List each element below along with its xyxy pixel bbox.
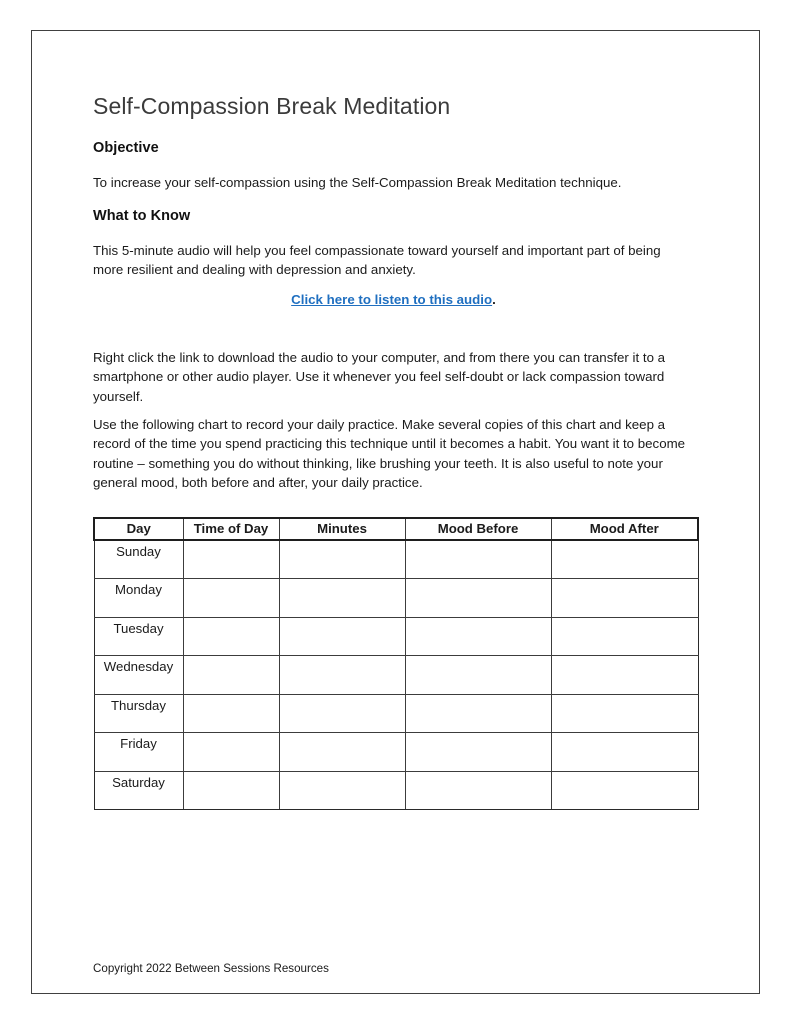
cell-minutes[interactable] [279, 656, 405, 695]
cell-mood-before[interactable] [405, 694, 551, 733]
cell-minutes[interactable] [279, 771, 405, 810]
cell-mood-after[interactable] [551, 694, 698, 733]
audio-link[interactable]: Click here to listen to this audio [291, 292, 493, 307]
paragraph-download-instructions: Right click the link to download the audio to your computer, and from there you can transfer it to a smartphone or other audio player. Use it whenever you feel self-doubt or lack compassion toward yourself. [93, 350, 666, 404]
cell-time-of-day[interactable] [183, 694, 279, 733]
heading-objective: Objective [93, 140, 159, 156]
cell-minutes[interactable] [279, 617, 405, 656]
cell-time-of-day[interactable] [183, 579, 279, 618]
cell-minutes[interactable] [279, 540, 405, 579]
table-row [94, 733, 698, 772]
page-title: Self-Compassion Break Meditation [93, 93, 451, 119]
table-body [94, 540, 698, 810]
audio-link-line [93, 290, 694, 309]
copyright-footer: Copyright 2022 Between Sessions Resources [93, 962, 329, 975]
cell-mood-after[interactable] [551, 733, 698, 772]
table-row [94, 617, 698, 656]
heading-what-to-know: What to Know [93, 208, 191, 224]
paragraph-objective: To increase your self-compassion using the Self-Compassion Break Meditation technique. [93, 175, 622, 190]
cell-time-of-day[interactable] [183, 771, 279, 810]
column-header-minutes: Minutes [279, 518, 405, 540]
cell-minutes[interactable] [279, 579, 405, 618]
column-header-mood-before: Mood Before [405, 518, 551, 540]
daily-practice-table [93, 517, 699, 810]
cell-mood-before[interactable] [405, 617, 551, 656]
cell-day: Saturday [94, 771, 183, 810]
column-header-mood-after: Mood After [551, 518, 698, 540]
cell-day: Tuesday [94, 617, 183, 656]
audio-link-period: . [492, 292, 496, 307]
cell-time-of-day[interactable] [183, 656, 279, 695]
paragraph-chart-instructions: Use the following chart to record your daily practice. Make several copies of this chart and keep a record of the time you spend practicing this technique until it becomes a habit. You want it to become routine – something you do without thinking, like brushing your teeth. It is also useful to note your general mood, both before and after, your daily practice. [93, 417, 686, 491]
column-header-time-of-day: Time of Day [183, 518, 279, 540]
table-row [94, 694, 698, 733]
cell-mood-before[interactable] [405, 540, 551, 579]
cell-mood-after[interactable] [551, 656, 698, 695]
cell-day: Friday [94, 733, 183, 772]
table-row [94, 771, 698, 810]
cell-mood-before[interactable] [405, 771, 551, 810]
table-row [94, 656, 698, 695]
column-header-day: Day [94, 518, 183, 540]
cell-mood-before[interactable] [405, 733, 551, 772]
cell-time-of-day[interactable] [183, 733, 279, 772]
cell-time-of-day[interactable] [183, 540, 279, 579]
cell-day: Sunday [94, 540, 183, 579]
cell-mood-after[interactable] [551, 617, 698, 656]
table-row [94, 540, 698, 579]
cell-mood-after[interactable] [551, 540, 698, 579]
cell-minutes[interactable] [279, 694, 405, 733]
cell-mood-before[interactable] [405, 579, 551, 618]
cell-day: Thursday [94, 694, 183, 733]
cell-mood-after[interactable] [551, 579, 698, 618]
paragraph-what-to-know: This 5-minute audio will help you feel compassionate toward yourself and important part of being more resilient and dealing with depression and anxiety. [93, 243, 661, 278]
cell-day: Monday [94, 579, 183, 618]
table-header-row [94, 518, 698, 540]
cell-mood-after[interactable] [551, 771, 698, 810]
table-row [94, 579, 698, 618]
cell-day: Wednesday [94, 656, 183, 695]
cell-minutes[interactable] [279, 733, 405, 772]
cell-mood-before[interactable] [405, 656, 551, 695]
cell-time-of-day[interactable] [183, 617, 279, 656]
